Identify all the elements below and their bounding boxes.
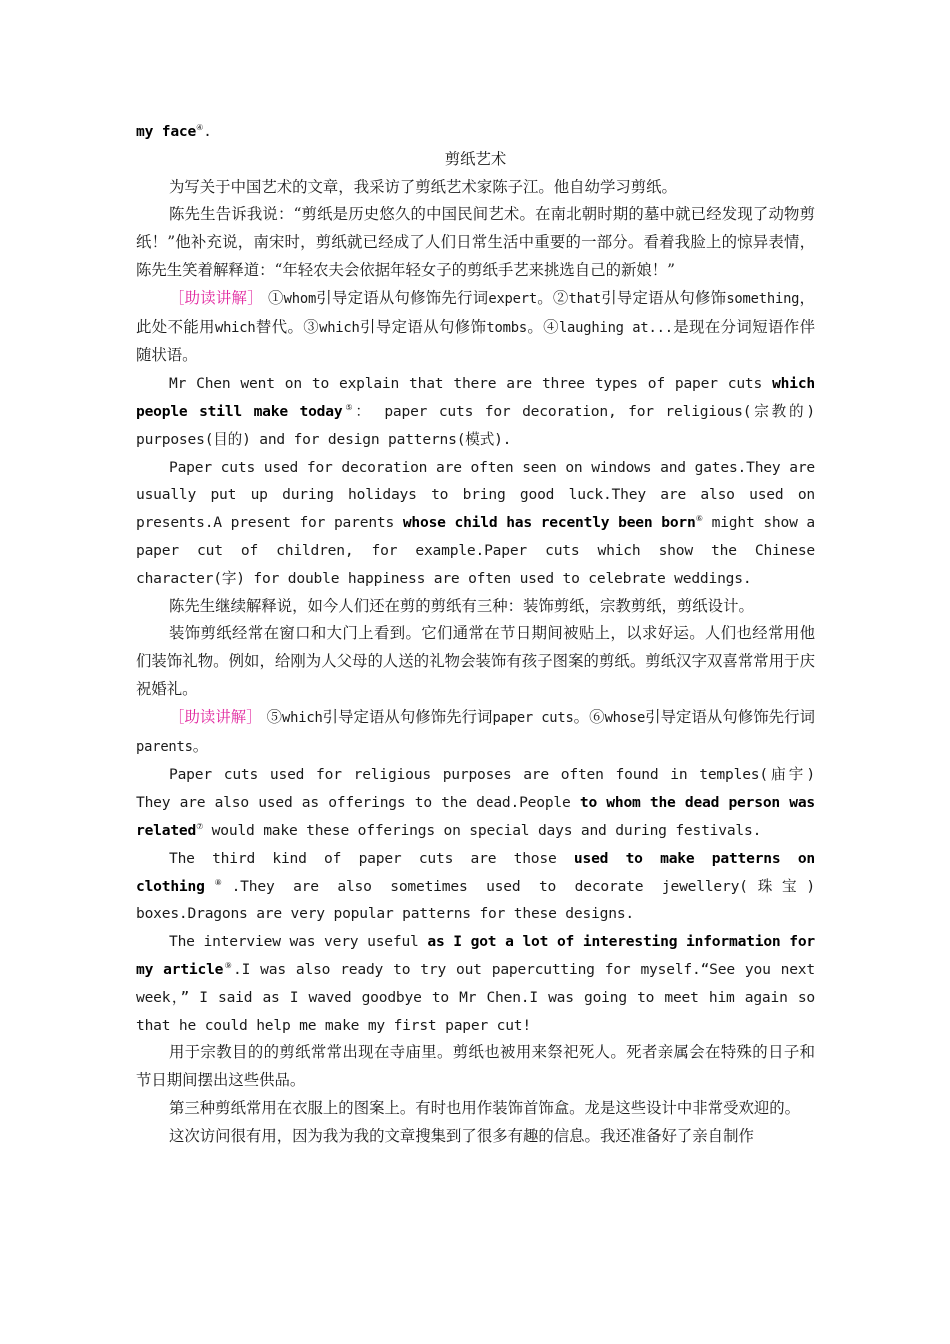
reading-note-paragraph: ［助读讲解］ ⑤which引导定语从句修饰先行词paper cuts。⑥whose引导定语从句修饰先行词parents。 <box>136 707 815 755</box>
footnote-marker: ④ <box>196 123 204 132</box>
footnote-marker: ⑨ <box>223 960 234 970</box>
chinese-paragraph: 为写关于中国艺术的文章，我采访了剪纸艺术家陈子江。他自幼学习剪纸。 <box>169 177 677 196</box>
bold-phrase: used to make patterns on clothing <box>136 849 815 895</box>
reading-note-tag: ［助读讲解］ <box>169 288 263 307</box>
chinese-paragraph: 陈先生继续解释说，如今人们还在剪的剪纸有三种：装饰剪纸，宗教剪纸，剪纸设计。 <box>169 596 754 615</box>
continued-line <box>136 118 815 146</box>
bold-phrase: to whom the dead person was related <box>136 794 815 839</box>
english-paragraph: Paper cuts used for decoration are often seen on windows and gates.They are usually put up during holidays to bring good luck.They are also used on presents.A present for parents whose child has recently been born⑥ might show a paper cut of children, for example.Paper cuts which show the Chinese character(字) for double happiness are often used to celebrate weddings. <box>136 458 815 587</box>
chinese-paragraph: 第三种剪纸常用在衣服上的图案上。有时也用作装饰首饰盒。龙是这些设计中非常受欢迎的。 <box>169 1098 801 1117</box>
chinese-paragraph: 这次访问很有用，因为我为我的文章搜集到了很多有趣的信息。我还准备好了亲自制作 <box>169 1126 754 1145</box>
reading-note-tag: ［助读讲解］ <box>169 707 262 726</box>
bold-phrase: whose child has recently been born <box>402 514 696 532</box>
document-page <box>136 118 815 1150</box>
bold-phrase: which people still make today <box>136 375 815 420</box>
english-paragraph: Mr Chen went on to explain that there are three types of paper cuts which people still make today⑤： paper cuts for decoration, for religious(宗教的) purposes(目的) and for design patterns(模式). <box>136 375 815 448</box>
reading-note-paragraph: ［助读讲解］ ①whom引导定语从句修饰先行词expert。②that引导定语从句修饰something，此处不能用which替代。③which引导定语从句修饰tombs。④laughing at...是现在分词短语作伴随状语。 <box>136 288 815 365</box>
footnote-marker: ⑤ <box>342 402 356 412</box>
footnote-marker: ⑥ <box>695 514 703 524</box>
chinese-paragraph: 用于宗教目的的剪纸常常出现在寺庙里。剪纸也被用来祭祀死人。死者亲属会在特殊的日子和节日期间摆出这些供品。 <box>136 1043 815 1090</box>
bold-phrase: my face <box>136 123 197 140</box>
bold-phrase: as I got a lot of interesting information for my article <box>136 933 815 978</box>
section-title: 剪纸艺术 <box>444 149 507 168</box>
chinese-paragraph: 装饰剪纸经常在窗口和大门上看到。它们通常在节日期间被贴上，以求好运。人们也经常用他们装饰礼物。例如，给刚为人父母的人送的礼物会装饰有孩子图案的剪纸。剪纸汉字双喜常常用于庆祝婚礼。 <box>136 624 815 698</box>
footnote-marker: ⑧ <box>204 877 232 887</box>
english-paragraph: Paper cuts used for religious purposes are often found in temples(庙宇) They are also used as offerings to the dead.People to whom the dead person was related⑦ would make these offerings on special days and during festivals. <box>136 766 815 839</box>
english-paragraph: The interview was very useful as I got a lot of interesting information for my article⑨.I was also ready to try out papercutting for myself.“See you next week，” I said as I waved goodbye to Mr Chen.I was going to meet him again so that he could help me make my first paper cut! <box>136 933 815 1034</box>
chinese-paragraph: 陈先生告诉我说：“剪纸是历史悠久的中国民间艺术。在南北朝时期的墓中就已经发现了动物剪纸！”他补充说，南宋时，剪纸就已经成了人们日常生活中重要的一部分。看着我脸上的惊异表情，陈先生笑着解释道：“年轻农夫会依据年轻女子的剪纸手艺来挑选自己的新娘！” <box>136 205 815 279</box>
english-paragraph: The third kind of paper cuts are those used to make patterns on clothing⑧.They are also sometimes used to decorate jewellery(珠宝) boxes.Dragons are very popular patterns for these designs. <box>136 849 815 923</box>
footnote-marker: ⑦ <box>196 821 204 831</box>
line-tail: . <box>203 123 212 140</box>
